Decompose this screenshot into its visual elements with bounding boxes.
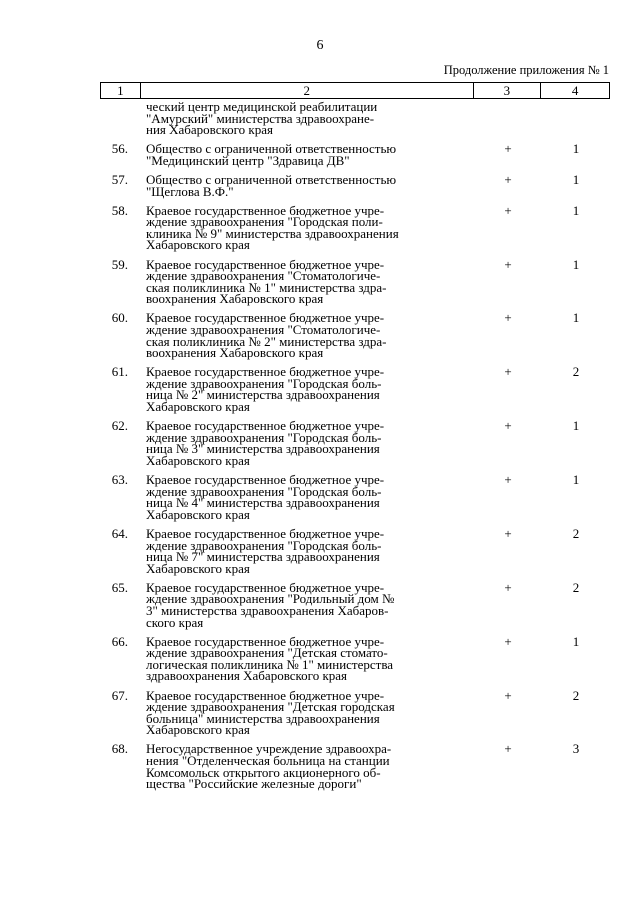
organization-name-line: нения "Отделенческая больница на станции	[146, 753, 390, 768]
organization-name-line: ждение здравоохранения "Детская стомато-	[146, 645, 388, 661]
organization-name-line: Хабаровского края	[146, 452, 250, 468]
organization-name-line: ская поликлиника № 2" министерства здра-	[146, 333, 387, 349]
column-4-count: 1	[572, 202, 580, 218]
header-col-4: 4	[571, 83, 579, 98]
organization-name-line: щества "Российские железные дороги"	[146, 776, 362, 792]
column-3-mark: +	[504, 310, 512, 326]
table-row	[100, 364, 610, 415]
organization-name-line: Общество с ограниченной ответственностью	[146, 141, 397, 157]
organization-name-line: Краевое государственное бюджетное учре-	[146, 525, 385, 541]
organization-name-line: Краевое государственное бюджетное учре-	[146, 418, 385, 434]
table-row	[100, 101, 610, 136]
column-4-count: 2	[572, 579, 580, 595]
organization-name	[140, 364, 474, 415]
organization-name-line: воохранения Хабаровского края	[146, 291, 324, 307]
row-number: 60.	[111, 310, 128, 326]
page-number: 6	[316, 38, 324, 53]
organization-name-line: ждение здравоохранения "Стоматологиче-	[146, 268, 381, 284]
column-3-mark: +	[504, 141, 512, 157]
organization-name-line: Краевое государственное бюджетное учре-	[146, 687, 385, 703]
table-row	[100, 687, 610, 738]
column-4-count: 3	[572, 741, 580, 757]
column-4-count: 1	[572, 633, 580, 649]
column-4-count: 1	[572, 256, 580, 272]
column-3-mark: +	[504, 256, 512, 272]
organization-name-line: ждение здравоохранения "Городская боль-	[146, 429, 382, 445]
column-3-mark: +	[504, 364, 512, 380]
table-row	[100, 741, 610, 792]
table-row	[100, 633, 610, 684]
organization-name-line: Общество с ограниченной ответственностью	[146, 171, 397, 187]
organization-name	[140, 256, 474, 307]
column-4-count: 2	[572, 364, 580, 380]
organization-name	[140, 579, 474, 630]
row-number: 66.	[111, 633, 128, 649]
organization-name-line: ческий центр медицинской реабилитации	[146, 99, 378, 114]
organization-name-line: ждение здравоохранения "Детская городская	[146, 699, 395, 715]
column-3-mark: +	[504, 741, 512, 757]
row-number	[100, 101, 140, 136]
column-3-mark: +	[504, 418, 512, 434]
organization-name-line: клиника № 9" министерства здравоохранения	[146, 225, 399, 241]
organization-name-line: Краевое государственное бюджетное учре-	[146, 472, 385, 488]
organization-name-line: Хабаровского края	[146, 560, 250, 576]
row-number: 61.	[111, 364, 128, 380]
organization-name-line: ждение здравоохранения "Стоматологиче-	[146, 322, 381, 337]
table-row	[100, 474, 610, 520]
table-row	[100, 143, 610, 166]
header-col-3: 3	[474, 83, 542, 98]
organization-name	[140, 101, 474, 136]
table-row	[100, 202, 610, 253]
column-3-mark: +	[504, 472, 512, 488]
organization-name-line: Краевое государственное бюджетное учре-	[146, 579, 385, 595]
column-3-mark: +	[504, 525, 512, 541]
organization-name-line: ждение здравоохранения "Городская боль-	[146, 537, 382, 553]
organization-name	[140, 633, 474, 684]
organization-name-line: Краевое государственное бюджетное учре-	[146, 202, 385, 218]
organization-name-line: ждение здравоохранения "Родильный дом №	[146, 591, 395, 607]
column-3-mark: +	[504, 633, 512, 649]
organization-name	[140, 420, 474, 466]
table-row	[100, 171, 610, 199]
organization-name-line: "Щеглова В.Ф."	[146, 183, 234, 199]
organization-name-line: 3" министерства здравоохранения Хабаров-	[146, 602, 389, 618]
organization-name-line: воохранения Хабаровского края	[146, 345, 324, 361]
column-3-mark	[474, 101, 542, 136]
organization-name-line: ница № 4" министерства здравоохранения	[146, 495, 380, 511]
organization-name-line: ждение здравоохранения "Городская боль-	[146, 483, 382, 499]
organization-name-line: Краевое государственное бюджетное учре-	[146, 310, 385, 326]
column-3-mark: +	[504, 687, 512, 703]
organization-name-line: Негосударственное учреждение здравоохра-	[146, 741, 392, 757]
organization-name-line: Хабаровского края	[146, 506, 250, 522]
row-number: 64.	[111, 525, 128, 541]
table-row	[100, 420, 610, 466]
organization-name	[140, 474, 474, 520]
organization-name	[140, 525, 474, 576]
row-number: 56.	[111, 141, 128, 157]
organization-name-line: ждение здравоохранения "Городская поли-	[146, 214, 383, 230]
organization-name-line: ская поликлиника № 1" министерства здра-	[146, 279, 387, 295]
column-4-count: 2	[572, 525, 580, 541]
organization-name	[140, 687, 474, 738]
continuation-label: Продолжение приложения № 1	[443, 63, 609, 77]
column-4-count	[542, 101, 610, 136]
row-number: 65.	[111, 579, 128, 595]
organization-name-line: Краевое государственное бюджетное учре-	[146, 256, 385, 272]
column-4-count: 2	[572, 687, 580, 703]
organization-name-line: "Амурский" министерства здравоохране-	[146, 110, 375, 126]
organization-name-line: здравоохранения Хабаровского края	[146, 668, 348, 684]
organization-name-line: ждение здравоохранения "Городская боль-	[146, 375, 382, 391]
header-col-2: 2	[141, 83, 474, 98]
organization-name-line: Краевое государственное бюджетное учре-	[146, 633, 385, 649]
header-col-1: 1	[101, 83, 141, 98]
table-header	[100, 82, 610, 99]
table-row	[100, 310, 610, 361]
row-number: 62.	[111, 418, 128, 434]
organization-name-line: Хабаровского края	[146, 399, 250, 415]
organization-name	[140, 310, 474, 361]
organization-name	[140, 171, 474, 199]
table-row	[100, 256, 610, 307]
column-3-mark: +	[504, 171, 512, 187]
row-number: 67.	[111, 687, 128, 703]
table-row	[100, 525, 610, 576]
organization-name-line: больница" министерства здравоохранения	[146, 710, 380, 726]
organization-name-line: ского края	[146, 614, 204, 630]
organization-name-line: Хабаровского края	[146, 722, 250, 738]
organization-name-line: ница № 7" министерства здравоохранения	[146, 549, 380, 565]
row-number: 58.	[111, 202, 128, 218]
organization-name	[140, 202, 474, 253]
column-3-mark: +	[504, 579, 512, 595]
organization-name-line: ница № 3" министерства здравоохранения	[146, 441, 380, 457]
column-4-count: 1	[572, 310, 580, 326]
organization-name-line: ница № 2" министерства здравоохранения	[146, 387, 380, 403]
organization-name-line: Краевое государственное бюджетное учре-	[146, 364, 385, 380]
organization-name	[140, 741, 474, 792]
organization-name-line: логическая поликлиника № 1" министерства	[146, 656, 394, 672]
row-number: 59.	[111, 256, 128, 272]
column-4-count: 1	[572, 171, 580, 187]
organization-name-line: Хабаровского края	[146, 237, 250, 253]
organization-name-line: "Медицинский центр "Здравица ДВ"	[146, 152, 350, 168]
organization-name	[140, 143, 474, 166]
column-3-mark: +	[504, 202, 512, 218]
organization-name-line: Комсомольск открытого акционерного об-	[146, 764, 381, 780]
table-body	[100, 101, 610, 797]
table-row	[100, 579, 610, 630]
column-4-count: 1	[572, 141, 580, 157]
organization-name-line: ния Хабаровского края	[146, 122, 273, 138]
row-number: 57.	[111, 171, 128, 187]
column-4-count: 1	[572, 472, 580, 488]
row-number: 68.	[111, 741, 128, 757]
column-4-count: 1	[572, 418, 580, 434]
row-number: 63.	[111, 472, 128, 488]
